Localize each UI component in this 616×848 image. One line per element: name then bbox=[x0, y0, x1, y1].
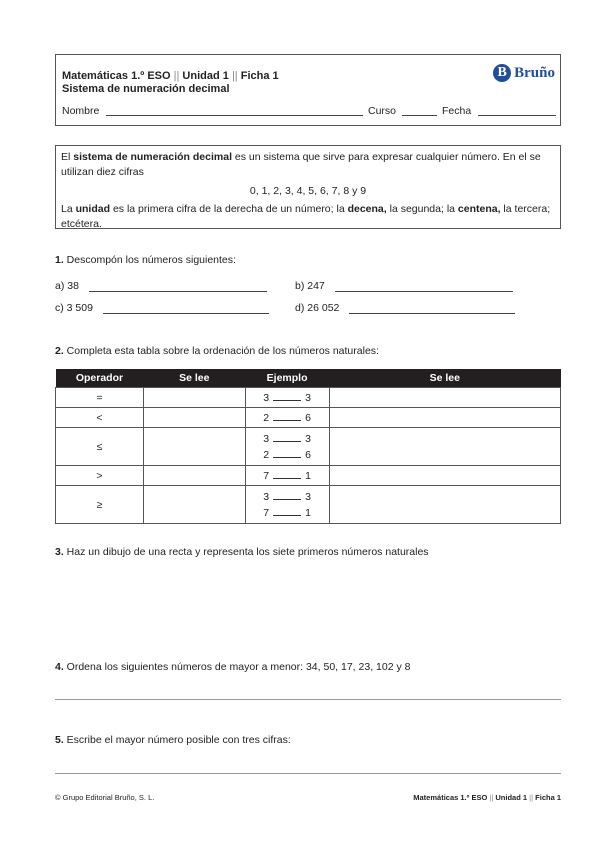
example-expression bbox=[246, 505, 329, 521]
example-expression bbox=[246, 410, 329, 426]
table-row bbox=[56, 428, 561, 466]
example-expression bbox=[246, 431, 329, 447]
example-cell bbox=[245, 388, 329, 408]
reads-example-cell[interactable] bbox=[329, 388, 560, 408]
publisher-logo bbox=[493, 64, 555, 82]
answer-c: c) 3 509 bbox=[55, 302, 269, 314]
table-row bbox=[56, 486, 561, 524]
reads-example-cell[interactable] bbox=[329, 408, 560, 428]
example-cell bbox=[245, 408, 329, 428]
title-unit: Unidad 1 bbox=[182, 70, 229, 82]
example-left: 2 bbox=[263, 411, 270, 424]
answer-c-line[interactable] bbox=[103, 303, 269, 314]
example-blank[interactable] bbox=[273, 469, 301, 479]
example-left: 3 bbox=[263, 391, 270, 404]
answer-b-line[interactable] bbox=[335, 281, 513, 292]
reads-cell[interactable] bbox=[143, 466, 245, 486]
worksheet-subtitle: Sistema de numeración decimal bbox=[62, 83, 230, 95]
digits-list: 0, 1, 2, 3, 4, 5, 6, 7, 8 y 9 bbox=[249, 185, 367, 197]
operator-cell: < bbox=[56, 408, 144, 428]
worksheet-title bbox=[62, 70, 279, 82]
reads-cell[interactable] bbox=[143, 428, 245, 466]
course-label: Curso bbox=[368, 105, 397, 117]
reads-cell[interactable] bbox=[143, 388, 245, 408]
answer-d: d) 26 052 bbox=[295, 302, 515, 314]
example-expression bbox=[246, 468, 329, 484]
question-2: 2. Completa esta tabla sobre la ordenación de los números naturales: bbox=[55, 345, 379, 357]
name-field[interactable] bbox=[106, 105, 363, 116]
question-1: 1. Descompón los números siguientes: bbox=[55, 254, 236, 266]
example-right: 1 bbox=[305, 469, 311, 482]
ordering-table bbox=[55, 369, 561, 524]
place-value-paragraph: La unidad es la primera cifra de la derecha de un número; la decena, la segunda; la centena, la tercera; etcétera. bbox=[61, 203, 551, 230]
example-left: 7 bbox=[263, 469, 270, 482]
answer-4-line[interactable] bbox=[55, 699, 561, 700]
example-blank[interactable] bbox=[273, 490, 301, 500]
definition-paragraph: El sistema de numeración decimal es un sistema que sirve para expresar cualquier número. En el se utilizan diez cifras bbox=[61, 151, 541, 178]
date-field[interactable] bbox=[478, 105, 556, 116]
answer-a-line[interactable] bbox=[89, 281, 267, 292]
reads-example-cell[interactable] bbox=[329, 486, 560, 524]
example-right: 3 bbox=[305, 490, 311, 503]
date-label: Fecha bbox=[442, 105, 472, 117]
example-right: 3 bbox=[305, 432, 311, 445]
operator-cell: = bbox=[56, 388, 144, 408]
title-sheet: Ficha 1 bbox=[240, 70, 279, 82]
reads-example-cell[interactable] bbox=[329, 466, 560, 486]
reads-example-cell[interactable] bbox=[329, 428, 560, 466]
publisher-logo-icon: B bbox=[493, 64, 511, 82]
example-left: 3 bbox=[263, 490, 270, 503]
operator-cell: ≥ bbox=[56, 486, 144, 524]
example-blank[interactable] bbox=[273, 432, 301, 442]
example-right: 6 bbox=[305, 411, 311, 424]
example-right: 3 bbox=[305, 391, 311, 404]
table-row bbox=[56, 388, 561, 408]
publisher-name: Bruño bbox=[514, 64, 555, 81]
table-row bbox=[56, 408, 561, 428]
header-reads-example: Se lee bbox=[329, 369, 560, 388]
operator-cell: > bbox=[56, 466, 144, 486]
copyright: © Grupo Editorial Bruño, S. L. bbox=[55, 793, 155, 802]
header-operator: Operador bbox=[56, 369, 144, 388]
example-expression bbox=[246, 489, 329, 505]
student-fields bbox=[62, 105, 556, 119]
question-4: 4. Ordena los siguientes números de mayor a menor: 34, 50, 17, 23, 102 y 8 bbox=[55, 661, 411, 673]
example-left: 7 bbox=[263, 506, 270, 519]
answer-d-line[interactable] bbox=[349, 303, 515, 314]
header-reads: Se lee bbox=[143, 369, 245, 388]
operator-cell: ≤ bbox=[56, 428, 144, 466]
name-label: Nombre bbox=[62, 105, 100, 117]
title-separator: || bbox=[231, 70, 238, 82]
definition-box bbox=[55, 145, 561, 229]
example-expression bbox=[246, 447, 329, 463]
example-left: 3 bbox=[263, 432, 270, 445]
drawing-area[interactable] bbox=[55, 562, 561, 650]
question-3: 3. Haz un dibujo de una recta y representa los siete primeros números naturales bbox=[55, 546, 429, 558]
question-5: 5. Escribe el mayor número posible con tres cifras: bbox=[55, 734, 291, 746]
answer-a: a) 38 bbox=[55, 280, 267, 292]
example-cell bbox=[245, 466, 329, 486]
table-header-row bbox=[56, 369, 561, 388]
example-expression bbox=[246, 390, 329, 406]
header-box bbox=[55, 54, 561, 126]
example-cell bbox=[245, 486, 329, 524]
example-blank[interactable] bbox=[273, 448, 301, 458]
example-left: 2 bbox=[263, 448, 270, 461]
answer-b: b) 247 bbox=[295, 280, 513, 292]
title-separator: || bbox=[173, 70, 180, 82]
answer-5-line[interactable] bbox=[55, 773, 561, 774]
header-example: Ejemplo bbox=[245, 369, 329, 388]
example-blank[interactable] bbox=[273, 411, 301, 421]
example-cell bbox=[245, 428, 329, 466]
footer-title: Matemáticas 1.º ESO || Unidad 1 || Ficha 1 bbox=[413, 793, 561, 802]
example-right: 1 bbox=[305, 506, 311, 519]
reads-cell[interactable] bbox=[143, 486, 245, 524]
reads-cell[interactable] bbox=[143, 408, 245, 428]
table-row bbox=[56, 466, 561, 486]
example-blank[interactable] bbox=[273, 506, 301, 516]
course-field[interactable] bbox=[402, 105, 437, 116]
title-subject: Matemáticas 1.º ESO bbox=[62, 70, 171, 82]
example-right: 6 bbox=[305, 448, 311, 461]
example-blank[interactable] bbox=[273, 391, 301, 401]
